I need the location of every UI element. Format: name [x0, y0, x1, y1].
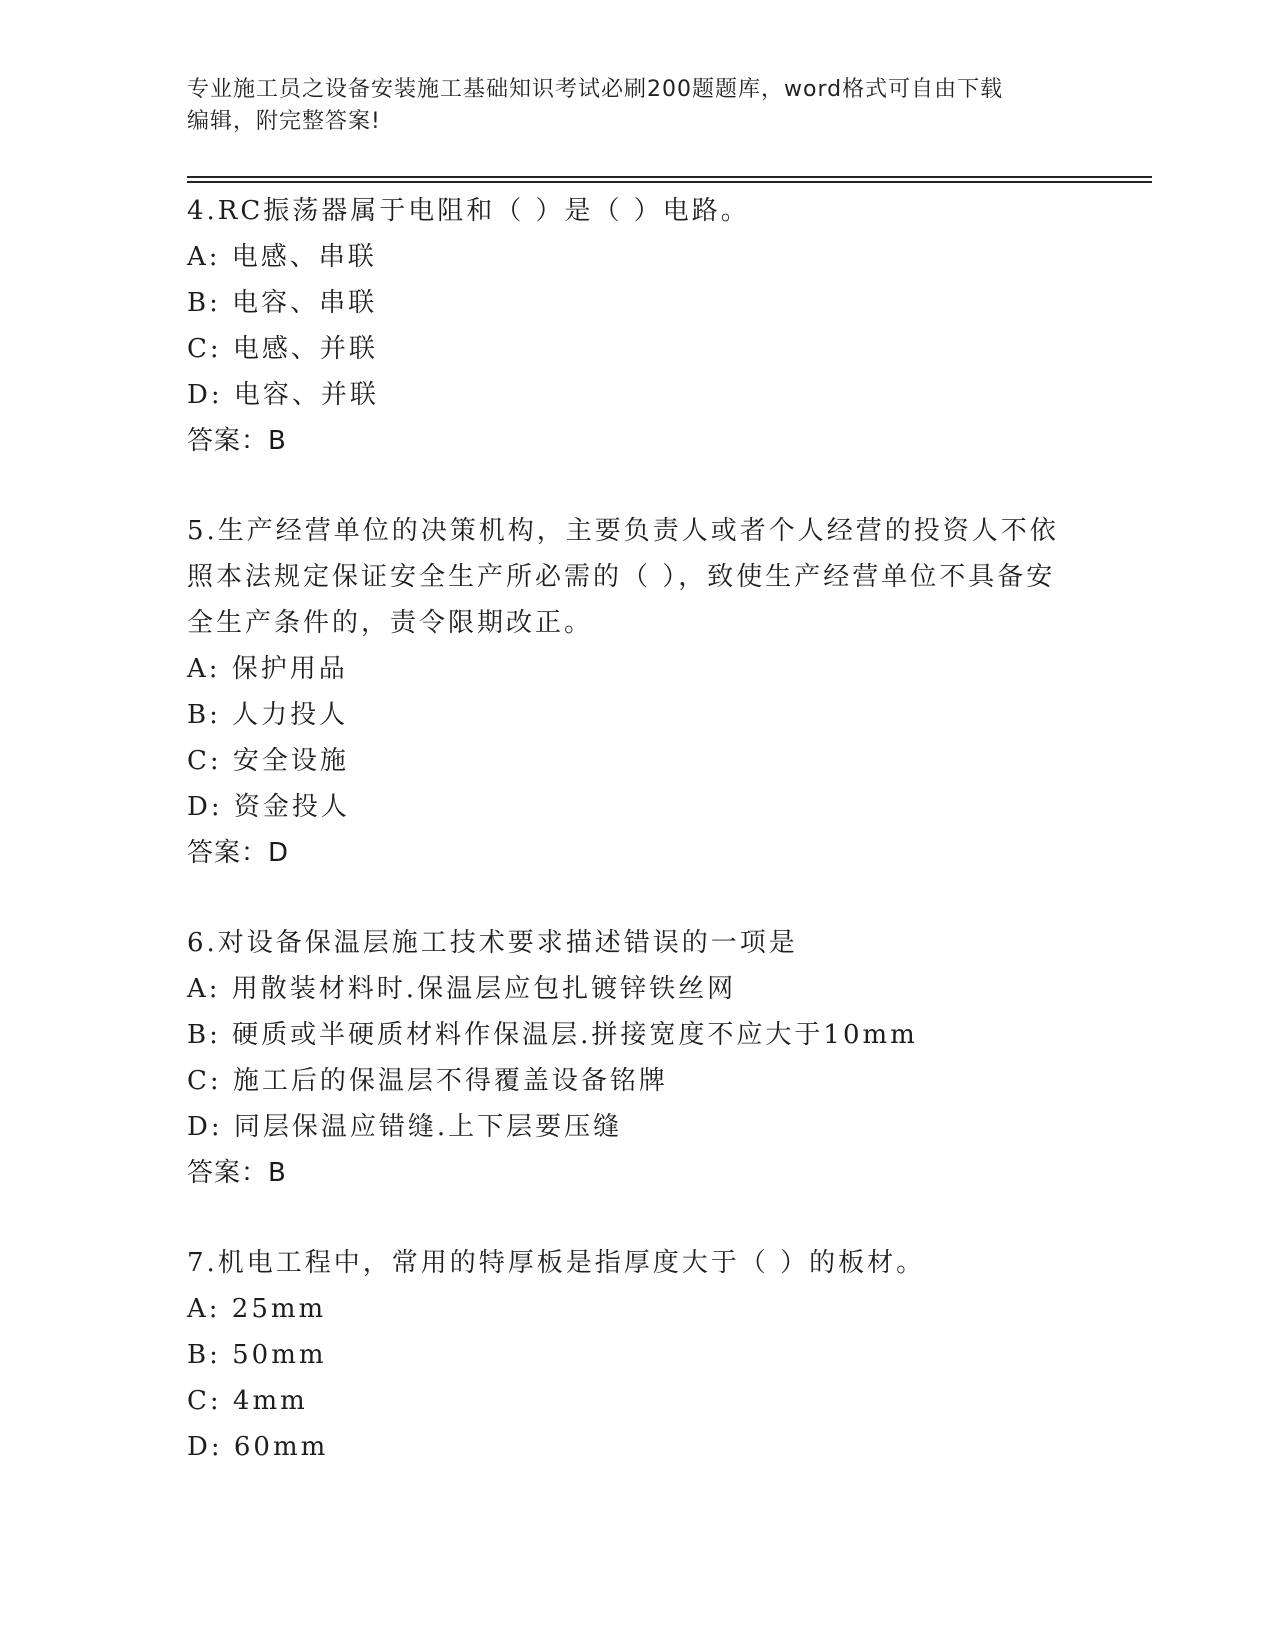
option-b: B: 电容、串联	[187, 288, 378, 318]
option-d: D: 60mm	[187, 1432, 329, 1462]
question-stem: 全生产条件的，责令限期改正。	[187, 608, 594, 638]
question-7	[187, 1240, 1087, 1470]
option-b: B: 人力投人	[187, 700, 349, 730]
option-a: A: 用散装材料时.保温层应包扎镀锌铁丝网	[187, 974, 737, 1004]
option-c: C: 施工后的保温层不得覆盖设备铭牌	[187, 1066, 668, 1096]
option-c: C: 4mm	[187, 1386, 308, 1416]
answer-text: 答案：D	[187, 838, 290, 868]
answer-text: 答案：B	[187, 426, 287, 456]
header-divider-top	[187, 176, 1152, 178]
option-d: D: 电容、并联	[187, 380, 379, 410]
option-a: A: 电感、串联	[187, 242, 377, 272]
option-b: B: 50mm	[187, 1340, 327, 1370]
question-stem: 5.生产经营单位的决策机构，主要负责人或者个人经营的投资人不依	[187, 516, 1059, 546]
question-4	[187, 188, 1087, 464]
question-stem: 4.RC振荡器属于电阻和（ ）是（ ）电路。	[187, 196, 750, 226]
option-d: D: 资金投人	[187, 792, 350, 822]
option-a: A: 25mm	[187, 1294, 327, 1324]
question-5	[187, 508, 1087, 876]
option-c: C: 电感、并联	[187, 334, 378, 364]
question-stem: 7.机电工程中，常用的特厚板是指厚度大于（ ）的板材。	[187, 1248, 926, 1278]
header-line-2: 编辑，附完整答案!	[187, 109, 381, 134]
question-stem: 照本法规定保证安全生产所必需的（ ），致使生产经营单位不具备安	[187, 562, 1056, 592]
header-divider-bottom	[187, 181, 1152, 183]
question-6	[187, 920, 1087, 1196]
option-c: C: 安全设施	[187, 746, 349, 776]
question-list	[187, 188, 1087, 1470]
option-b: B: 硬质或半硬质材料作保温层.拼接宽度不应大于10mm	[187, 1020, 918, 1050]
header-line-1: 专业施工员之设备安装施工基础知识考试必刷200题题库，word格式可自由下载	[187, 77, 1004, 102]
question-stem: 6.对设备保温层施工技术要求描述错误的一项是	[187, 928, 798, 958]
option-a: A: 保护用品	[187, 654, 348, 684]
option-d: D: 同层保温应错缝.上下层要压缝	[187, 1112, 623, 1142]
document-header	[187, 74, 1067, 138]
answer-text: 答案：B	[187, 1158, 287, 1188]
